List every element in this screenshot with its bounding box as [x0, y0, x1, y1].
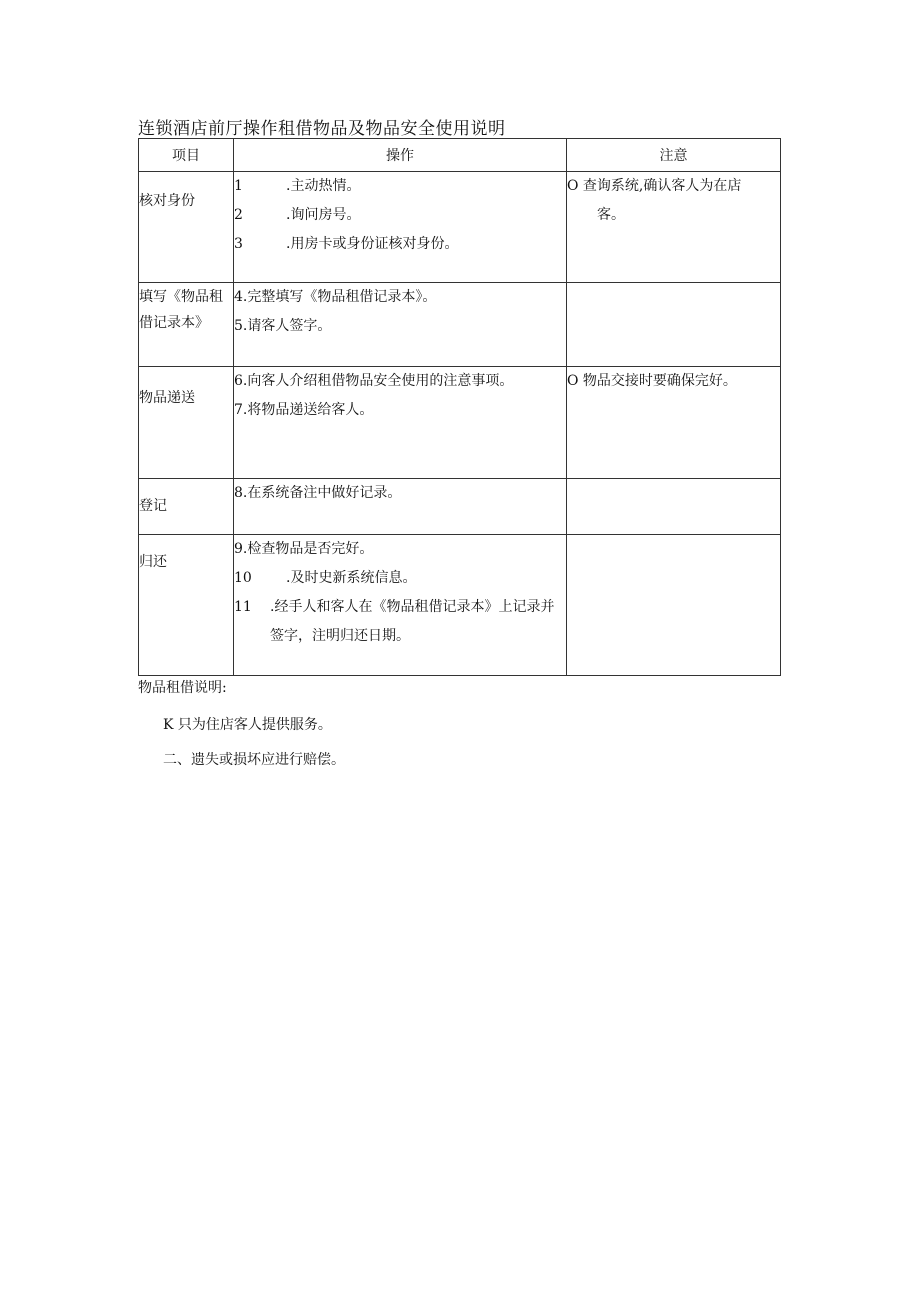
op-text: .经手人和客人在《物品租借记录本》上记录并签字，注明归还日期。	[270, 599, 555, 644]
table-row	[139, 535, 781, 676]
op-text: 4.完整填写《物品租借记录本》。	[234, 289, 437, 305]
op-text: 9.检查物品是否完好。	[234, 541, 374, 557]
op-number: 10	[234, 570, 252, 586]
op-text: 7.将物品递送给客人。	[234, 402, 374, 418]
op-line	[234, 283, 566, 312]
table-header-row	[139, 139, 781, 172]
op-text: .主动热情。	[286, 178, 361, 194]
op-number: 3	[234, 236, 243, 252]
op-number: 11	[234, 599, 252, 615]
row-note	[567, 535, 781, 676]
row-ops	[234, 283, 567, 367]
table-row	[139, 479, 781, 535]
procedure-table	[138, 138, 781, 676]
op-line	[234, 479, 566, 508]
op-line: 6.向客人介绍租借物品安全使用的注意事项。	[234, 373, 514, 389]
header-note: 注意	[567, 139, 781, 172]
op-line	[234, 172, 566, 201]
note-line: O 查询系统,确认客人为在店	[567, 178, 742, 194]
op-line	[234, 312, 566, 341]
row-note	[567, 367, 781, 479]
op-line	[234, 396, 566, 425]
footer-line-1: K 只为住店客人提供服务。	[163, 717, 332, 733]
footer-heading: 物品租借说明:	[138, 680, 227, 696]
footer-line-2: 二、遗失或损坏应进行赔偿。	[163, 752, 345, 768]
note-line: O 物品交接时要确保完好。	[567, 373, 737, 389]
op-text: .及时史新系统信息。	[286, 570, 417, 586]
op-number: 1	[234, 178, 243, 194]
op-line	[234, 535, 566, 564]
note-line: 客。	[597, 207, 625, 223]
op-text: 5.请客人签字。	[234, 318, 332, 334]
op-line	[234, 564, 566, 593]
row-ops	[234, 367, 567, 479]
row-ops	[234, 479, 567, 535]
row-item: 填写《物品租借记录本》	[139, 283, 234, 367]
header-item: 项目	[139, 139, 234, 172]
document-title: 连锁酒店前厅操作租借物品及物品安全使用说明	[138, 119, 506, 139]
header-ops: 操作	[234, 139, 567, 172]
row-note	[567, 172, 781, 283]
op-text: .用房卡或身份证核对身份。	[286, 236, 459, 252]
op-number: 2	[234, 207, 243, 223]
op-text: 8.在系统备注中做好记录。	[234, 485, 402, 501]
op-line	[234, 201, 566, 230]
row-item: 核对身份	[139, 172, 234, 283]
row-ops	[234, 535, 567, 676]
row-ops	[234, 172, 567, 283]
table-row	[139, 172, 781, 283]
row-item: 归还	[139, 535, 234, 676]
row-note	[567, 283, 781, 367]
op-text: .询问房号。	[286, 207, 361, 223]
row-item: 物品递送	[139, 367, 234, 479]
table-row	[139, 283, 781, 367]
op-line	[234, 230, 566, 259]
row-note	[567, 479, 781, 535]
table-row	[139, 367, 781, 479]
row-item: 登记	[139, 479, 234, 535]
op-line	[234, 593, 566, 651]
